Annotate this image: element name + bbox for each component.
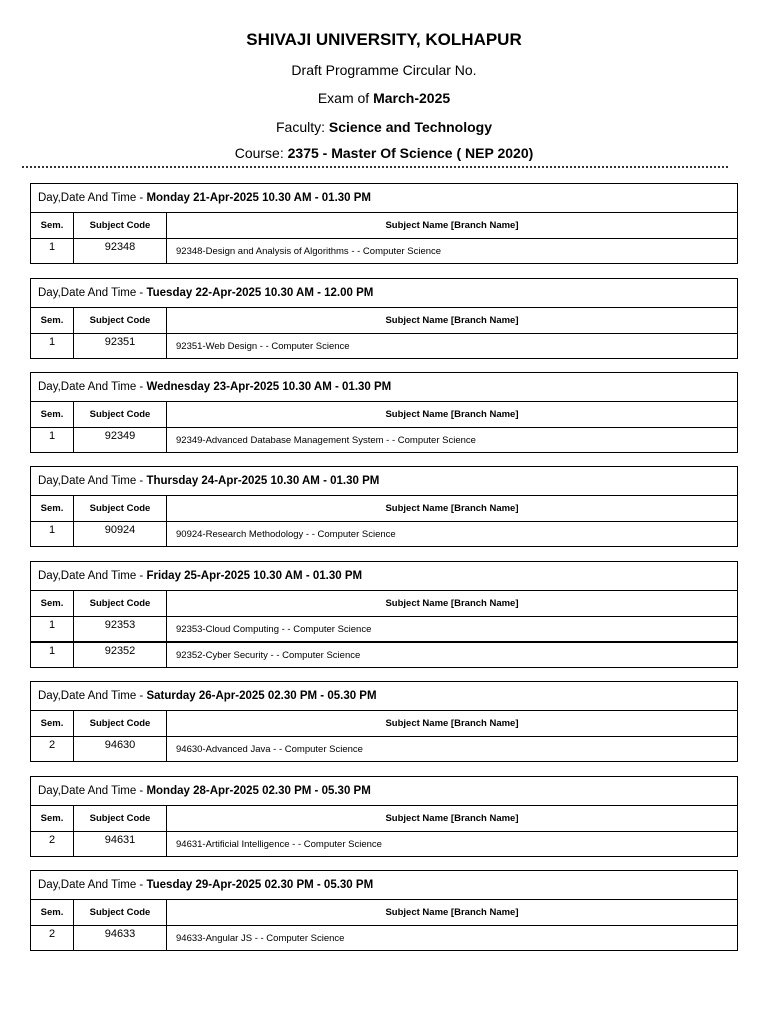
- exam-day-block: [30, 681, 738, 762]
- table-header-row: [31, 900, 737, 926]
- course-line: [0, 145, 768, 161]
- dotted-divider: [22, 166, 728, 168]
- table-row: [31, 926, 737, 950]
- day-date-time: [31, 373, 737, 402]
- day-date-time-label: Day,Date And Time -: [38, 879, 147, 891]
- sem-header: Sem.: [31, 806, 74, 831]
- circular-line: Draft Programme Circular No.: [291, 62, 477, 78]
- table-header-row: [31, 213, 737, 239]
- exam-day-block: [30, 561, 738, 668]
- subject-code-cell: 90924: [74, 522, 167, 547]
- day-date-time: [31, 184, 737, 213]
- sem-cell: 1: [31, 617, 74, 642]
- subject-code-header: Subject Code: [74, 402, 167, 427]
- subject-name-header: Subject Name [Branch Name]: [385, 220, 519, 231]
- day-date-time: [31, 467, 737, 496]
- subject-name-cell: 92351-Web Design - - Computer Science: [176, 341, 350, 352]
- subject-name-cell: 90924-Research Methodology - - Computer Science: [176, 529, 396, 540]
- table-header-row: [31, 402, 737, 428]
- day-date-time: [31, 682, 737, 711]
- table-row: [31, 643, 737, 667]
- subject-code-header: Subject Code: [74, 496, 167, 521]
- day-date-time-label: Day,Date And Time -: [38, 192, 147, 204]
- table-row: [31, 428, 737, 452]
- day-date-time-label: Day,Date And Time -: [38, 570, 147, 582]
- faculty-value: Science and Technology: [328, 119, 493, 135]
- subject-code-header: Subject Code: [74, 308, 167, 333]
- table-header-row: [31, 591, 737, 617]
- day-date-time: [31, 279, 737, 308]
- day-date-time-value: Thursday 24-Apr-2025 10.30 AM - 01.30 PM: [146, 475, 380, 487]
- sem-header: Sem.: [31, 711, 74, 736]
- subject-name-cell: 94631-Artificial Intelligence - - Computer Science: [176, 839, 382, 850]
- exam-day-block: [30, 278, 738, 359]
- subject-name-header: Subject Name [Branch Name]: [385, 907, 519, 918]
- sem-cell: 2: [31, 832, 74, 857]
- exam-line: [0, 90, 768, 106]
- subject-name-cell: 94630-Advanced Java - - Computer Science: [176, 744, 363, 755]
- table-header-row: [31, 806, 737, 832]
- subject-name-cell: 92352-Cyber Security - - Computer Science: [176, 650, 361, 661]
- sem-header: Sem.: [31, 213, 74, 238]
- subject-code-cell: 92351: [74, 334, 167, 359]
- day-date-time-value: Tuesday 29-Apr-2025 02.30 PM - 05.30 PM: [146, 879, 374, 891]
- sem-header: Sem.: [31, 591, 74, 616]
- faculty-label: Faculty:: [275, 119, 329, 135]
- day-date-time-value: Wednesday 23-Apr-2025 10.30 AM - 01.30 PM: [146, 381, 392, 393]
- subject-code-cell: 92348: [74, 239, 167, 264]
- sem-header: Sem.: [31, 402, 74, 427]
- course-label: Course:: [234, 145, 288, 161]
- day-date-time-value: Monday 21-Apr-2025 10.30 AM - 01.30 PM: [146, 192, 372, 204]
- day-date-time-label: Day,Date And Time -: [38, 287, 147, 299]
- exam-label: Exam of: [317, 90, 374, 106]
- subject-code-cell: 92353: [74, 617, 167, 642]
- sem-cell: 1: [31, 522, 74, 547]
- sem-header: Sem.: [31, 496, 74, 521]
- subject-name-header: Subject Name [Branch Name]: [385, 813, 519, 824]
- subject-code-cell: 92349: [74, 428, 167, 453]
- subject-name-header: Subject Name [Branch Name]: [385, 718, 519, 729]
- day-date-time-value: Saturday 26-Apr-2025 02.30 PM - 05.30 PM: [146, 690, 377, 702]
- exam-day-block: [30, 870, 738, 951]
- table-row: [31, 239, 737, 263]
- subject-name-header: Subject Name [Branch Name]: [385, 598, 519, 609]
- table-row: [31, 617, 737, 643]
- sem-cell: 2: [31, 737, 74, 762]
- exam-day-block: [30, 466, 738, 547]
- subject-code-cell: 94630: [74, 737, 167, 762]
- sem-cell: 1: [31, 643, 74, 668]
- day-date-time-label: Day,Date And Time -: [38, 690, 147, 702]
- day-date-time-value: Monday 28-Apr-2025 02.30 PM - 05.30 PM: [146, 785, 371, 797]
- university-title: SHIVAJI UNIVERSITY, KOLHAPUR: [246, 30, 522, 49]
- table-header-row: [31, 711, 737, 737]
- subject-code-header: Subject Code: [74, 806, 167, 831]
- day-date-time-label: Day,Date And Time -: [38, 785, 147, 797]
- day-date-time-value: Friday 25-Apr-2025 10.30 AM - 01.30 PM: [146, 570, 363, 582]
- subject-code-header: Subject Code: [74, 711, 167, 736]
- day-date-time-label: Day,Date And Time -: [38, 381, 147, 393]
- sem-header: Sem.: [31, 900, 74, 925]
- subject-code-header: Subject Code: [74, 213, 167, 238]
- table-row: [31, 832, 737, 856]
- table-row: [31, 737, 737, 761]
- subject-name-cell: 94633-Angular JS - - Computer Science: [176, 933, 345, 944]
- sem-header: Sem.: [31, 308, 74, 333]
- subject-name-cell: 92353-Cloud Computing - - Computer Science: [176, 624, 372, 635]
- exam-value: March-2025: [373, 90, 451, 106]
- exam-day-block: [30, 372, 738, 453]
- subject-name-header: Subject Name [Branch Name]: [385, 315, 519, 326]
- day-date-time: [31, 777, 737, 806]
- subject-name-cell: 92349-Advanced Database Management System - - Computer Science: [176, 435, 476, 446]
- table-header-row: [31, 308, 737, 334]
- subject-name-cell: 92348-Design and Analysis of Algorithms - - Computer Science: [176, 246, 442, 257]
- exam-day-block: [30, 776, 738, 857]
- table-header-row: [31, 496, 737, 522]
- day-date-time-label: Day,Date And Time -: [38, 475, 147, 487]
- subject-code-header: Subject Code: [74, 900, 167, 925]
- course-value: 2375 - Master Of Science ( NEP 2020): [287, 145, 534, 161]
- subject-code-cell: 92352: [74, 643, 167, 668]
- sem-cell: 1: [31, 239, 74, 264]
- day-date-time: [31, 871, 737, 900]
- sem-cell: 2: [31, 926, 74, 951]
- subject-code-cell: 94633: [74, 926, 167, 951]
- table-row: [31, 334, 737, 358]
- subject-code-cell: 94631: [74, 832, 167, 857]
- faculty-line: [0, 119, 768, 135]
- day-date-time-value: Tuesday 22-Apr-2025 10.30 AM - 12.00 PM: [146, 287, 374, 299]
- subject-name-header: Subject Name [Branch Name]: [385, 503, 519, 514]
- day-date-time: [31, 562, 737, 591]
- table-row: [31, 522, 737, 546]
- sem-cell: 1: [31, 428, 74, 453]
- sem-cell: 1: [31, 334, 74, 359]
- subject-name-header: Subject Name [Branch Name]: [385, 409, 519, 420]
- exam-day-block: [30, 183, 738, 264]
- subject-code-header: Subject Code: [74, 591, 167, 616]
